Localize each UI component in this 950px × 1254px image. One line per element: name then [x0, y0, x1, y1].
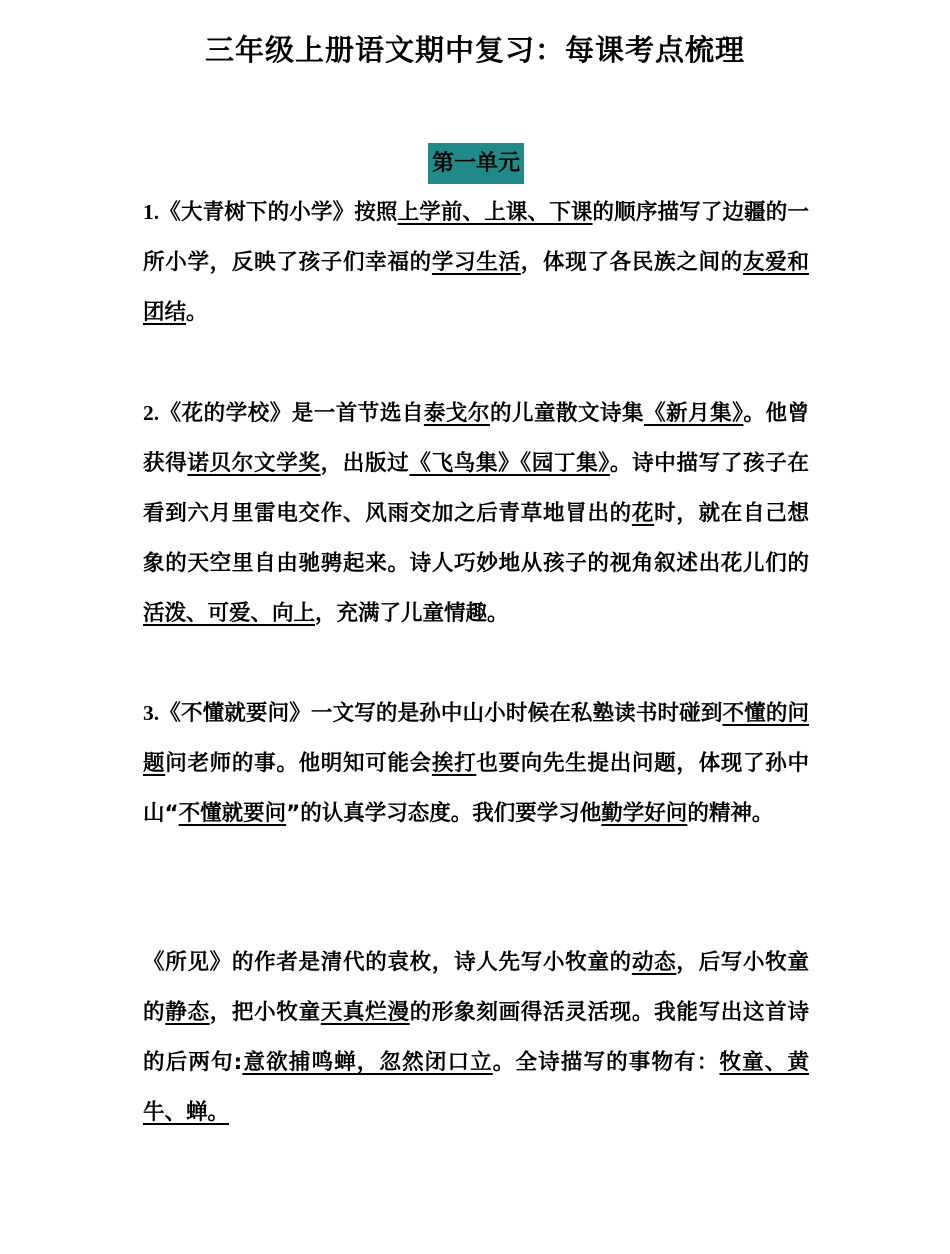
- paragraph-1: [143, 187, 809, 338]
- text-segment: 。: [186, 300, 208, 325]
- text-segment: ”的认真学习态度。我们要学习他: [286, 801, 602, 826]
- underlined-answer: 牧童、黄牛、蝉。: [143, 1050, 809, 1125]
- text-segment: 也要向先生提出问题，体现了孙中山“: [143, 751, 809, 826]
- underlined-answer: 天真烂漫: [320, 1000, 410, 1025]
- underlined-answer: 挨打: [431, 751, 477, 776]
- underlined-answer: 不懂的问题: [143, 701, 809, 776]
- underlined-answer: 《飞鸟集》《园丁集》: [409, 451, 610, 476]
- text-segment: 。全诗描写的事物有：: [492, 1050, 720, 1075]
- text-segment: ，后写小牧童的: [143, 950, 809, 1025]
- text-segment: 。他曾获得: [143, 401, 809, 476]
- paragraph-4: [143, 938, 809, 1138]
- underlined-answer: 活泼、可爱、向上: [143, 601, 316, 626]
- paragraph-2: [143, 388, 809, 639]
- paragraph-number: 3.: [143, 701, 160, 725]
- underlined-answer: 《新月集》: [644, 401, 744, 426]
- underlined-answer: 花: [631, 501, 655, 526]
- text-segment: 《不懂就要问》一文写的是孙中山小时候在私塾读书时碰到: [159, 701, 723, 726]
- text-segment: 《大青树下的小学》按照: [159, 200, 398, 225]
- underlined-answer: 诺贝尔文学奖: [187, 451, 321, 476]
- page-title: 三年级上册语文期中复习：每课考点梳理: [204, 33, 745, 67]
- underlined-answer: 静态: [165, 1000, 210, 1025]
- text-segment: ，充满了儿童情趣。: [315, 601, 509, 626]
- underlined-answer: 动态: [631, 950, 677, 975]
- underlined-answer: 泰戈尔: [423, 401, 490, 426]
- underlined-answer: 学习生活: [431, 250, 521, 275]
- text-segment: ，出版过: [320, 451, 410, 476]
- paragraph-3: [143, 688, 809, 839]
- underlined-answer: 友爱和团结: [143, 250, 809, 325]
- text-segment: 《花的学校》是一首节选自: [159, 401, 424, 426]
- text-segment: 的顺序描写了边疆的一所小学，反映了孩子们幸福的: [143, 200, 809, 275]
- underlined-answer: 不懂就要问: [178, 801, 287, 826]
- underlined-answer: 勤学好问: [601, 801, 688, 826]
- paragraph-number: 2.: [143, 401, 160, 425]
- text-segment: 的精神。: [687, 801, 774, 826]
- text-segment: ，体现了各民族之间的: [520, 250, 744, 275]
- underlined-answer: 意欲捕鸣蝉，忽然闭口立: [242, 1050, 493, 1075]
- text-segment: 的形象刻画得活灵活现。我能写出这首诗的后两句:: [143, 1000, 809, 1075]
- unit-heading: 第一单元: [428, 143, 524, 184]
- text-segment: ，把小牧童: [209, 1000, 321, 1025]
- text-segment: 时，就在自己想象的天空里自由驰骋起来。诗人巧妙地从孩子的视角叙述出花儿们的: [143, 501, 809, 576]
- paragraph-number: 1.: [143, 200, 160, 224]
- text-segment: 《所见》的作者是清代的袁枚，诗人先写小牧童的: [143, 950, 632, 975]
- text-segment: 。诗中描写了孩子在看到六月里雷电交作、风雨交加之后青草地冒出的: [143, 451, 809, 526]
- text-segment: 的儿童散文诗集: [489, 401, 645, 426]
- underlined-answer: 上学前、上课、下课: [397, 200, 593, 225]
- text-segment: 问老师的事。他明知可能会: [165, 751, 432, 776]
